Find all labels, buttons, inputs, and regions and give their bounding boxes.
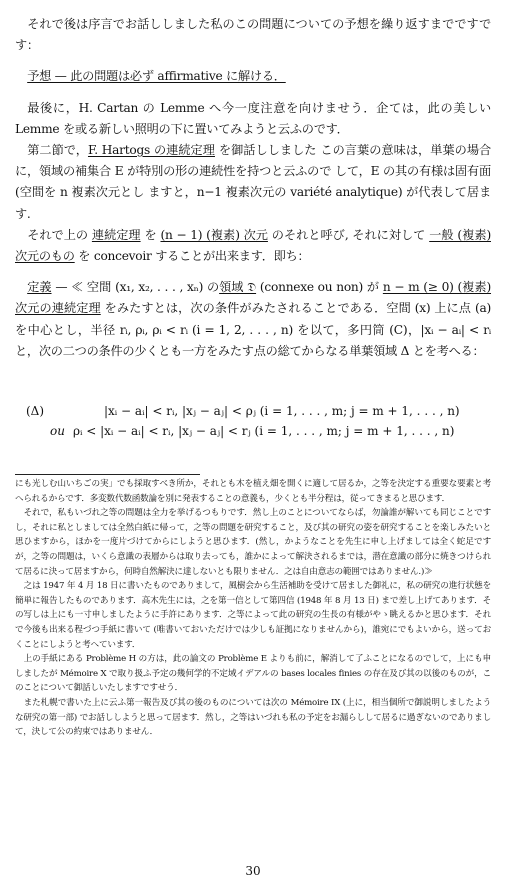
paragraph-cartan-lemme: 最後に，H. Cartan の Lemme へ今一度注意を向けませう．企ては，此の美しい Lemme を或る新しい照明の下に置いてみようと云ふのです． (15, 100, 491, 136)
continuity-tail: を concevoir することが出来ます．即ち： (74, 249, 310, 264)
paragraph-intro: それで後は序言でお話ししました私のこの問題についての予想を繰り返すまでですです： (15, 17, 491, 53)
footnote-paragraph-4: 上の手紙にある Problème H の方は，此の論文の Problème E よりも前に，解消して了ふことになるのでして，上にも申しましたが Mémoire X で取り扱ふ予定の幾何学的不定域イデアルの bases locales finies の存在及び其の以後のものが，このことについて御話しいたしますですせう． (15, 654, 491, 694)
hartogs-theorem-term: F. Hartogs の連続定理 (87, 143, 215, 158)
footnote-paragraph-3: 之は 1947 年 4 月 18 日に書いたものでありまして，風樹会から生活補助を受けて居ました御礼に，私の研究の進行状態を簡単に報告したものであります．高木先生には，之を第一信として第四信 (1948 年 8 月 13 日) まで差し上げてあります．その写しは上にも一寸申しましたように手許にあります．之等によって此の研究の生長の有様がやゝ眺えるかと思ひます．それで今後も出来る程づつ手紙に書いて (唯書いておいただけでは少しも証拠になりませんから)，誰宛にでもよいから，送っておくことにしようと考へています． (15, 581, 491, 650)
continuity-lead: それで上の (27, 227, 92, 242)
footnotes (15, 477, 491, 740)
equation-row-2 (26, 421, 486, 441)
equation-ou: ou (50, 424, 65, 438)
domain-term: 領域 𝔇 (219, 280, 257, 295)
continuity-term: 連続定理 (91, 227, 141, 242)
paragraph-hartogs (15, 140, 491, 225)
general-dim-term: 一般 (複素) 次元のもの (15, 227, 491, 264)
definition-space: — ≪ 空間 (x₁, x₂, . . . , xₙ) の (51, 280, 220, 295)
display-equation (26, 401, 486, 441)
footnote-paragraph-5: また札幌で書いた上に云ふ第一報告及び其の後のものについては次の Mémoire IX (上に，相当個所で御説明しましたような研究の第一部) でお話ししようと思って居ます．然し，之等はいづれも私の予定をお漏らしして居るに過ぎないのでありまして，決して公の約束ではありません． (15, 697, 491, 738)
equation-row-1 (26, 401, 486, 421)
paragraph-continuity (15, 225, 491, 267)
paragraph-definition (15, 277, 491, 362)
definition-connexe: (connexe ou non) が (256, 280, 383, 295)
equation-row-1-text: |xᵢ − aᵢ| < rᵢ, |xⱼ − aⱼ| < ρⱼ (i = 1, . . . , m; j = m + 1, . . . , n) (104, 404, 460, 418)
main-text (15, 14, 491, 362)
definition-label: 定義 (27, 280, 52, 295)
equation-tag: (Δ) (26, 404, 45, 418)
hartogs-rest: を御話ししました この言葉の意味は，単葉の場合に，領域の補集合 E が特別の形の連続性を持つと云ふので して，E の其の有様は固有面 (空間を n 複素次元とし ますと，n−1 複素次元の variété analytique) が代表して居ます. (15, 143, 491, 221)
page-number: 30 (245, 864, 261, 878)
footnote-paragraph-2: それで，私もいづれ之等の問題は全力を挙げるつもりです．然し上のことについてならば，勿論誰が解いても同じことですし，それに私としましては全然白紙に帰って，之等の問題を研究すること，及び其の研究の姿を研究することを楽しみたいと思ひますから，ほかを一度片づけてからにしようと思ひます．(然し，かようなことを先生に申し上げましては全く蛇足ですが，之等の問題は，いくら意識の表層からは取り去っても，誰かによって解決されるまでは，潜在意識の部分に焼きつけられて居るに決って居ますから，何時自然解決に達しないとも限りません．之は自由意志の範囲ではありません.)≫ (15, 508, 491, 577)
continuity-mid: を (140, 227, 161, 242)
codim-one-term: (n − 1) (複素) 次元 (160, 227, 268, 242)
conjecture-statement (15, 66, 491, 87)
definition-body: をみたすとは，次の条件がみたされることである．空間 (x) 上に点 (a) を中心とし，半径 rᵢ, ρᵢ, ρᵢ < rᵢ (i = 1, 2, . . . , n) を以て，多円筒 (C)，|xᵢ − aᵢ| < rᵢ と，次の二つの条件の少くとも一方をみたす点の総てからなる単葉領域 Δ とを考へる： (15, 301, 492, 358)
hartogs-lead: 第二節で， (27, 143, 88, 158)
equation-row-2-text: ρᵢ < |xᵢ − aᵢ| < rᵢ, |xⱼ − aⱼ| < rⱼ (i = 1, . . . , m; j = m + 1, . . . , n) (72, 424, 455, 438)
footnote-rule (15, 474, 200, 475)
dimension-term: n − m (≥ 0) (複素) 次元の連続定理 (15, 280, 492, 316)
footnote-paragraph-1: にも光しむ山いちごの実」でも採取すべき所か，それとも木を植え畑を開くに適して居るか，之等を決定する重要な要素と考へられるからです．多変数代数函数論を別に発表することの意義も，少くとも半分程は，従ってきまると思ひます． (15, 479, 491, 504)
conjecture-text: 予想 — 此の問題は必ず affirmative に解ける． (27, 69, 286, 84)
continuity-mid-2: のそれと呼び, それに対して (267, 227, 430, 242)
